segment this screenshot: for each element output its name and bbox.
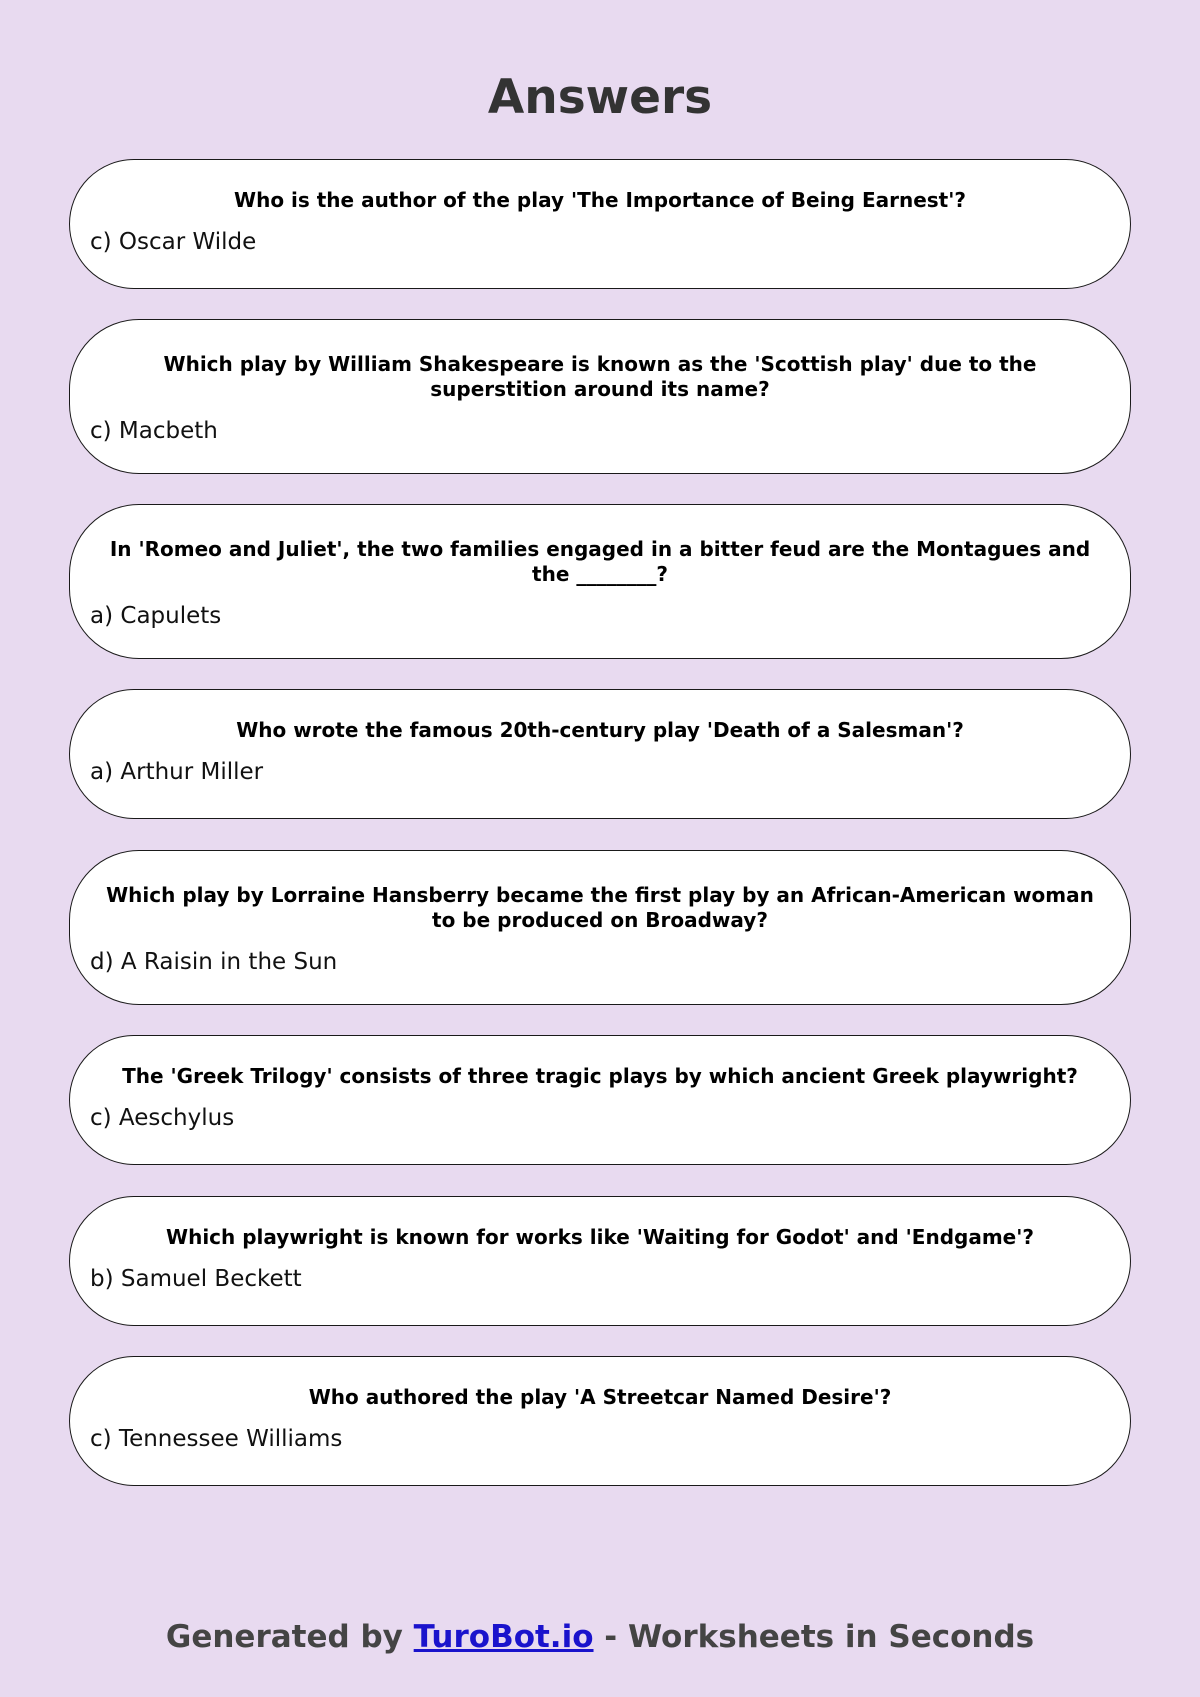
answer-text: c) Oscar Wilde [90, 229, 257, 255]
answer-text: a) Capulets [90, 603, 222, 629]
answer-card-2 [69, 319, 1131, 474]
question-text: Who wrote the famous 20th-century play 'Death of a Salesman'? [236, 718, 964, 742]
answer-card-6 [69, 1035, 1131, 1165]
answer-text: a) Arthur Miller [90, 759, 264, 785]
answer-text: d) A Raisin in the Sun [90, 949, 338, 975]
answer-card-5 [69, 850, 1131, 1005]
answer-text: c) Macbeth [90, 418, 218, 444]
question-text: In 'Romeo and Juliet', the two families engaged in a bitter feud are the Montagues and the ________? [109, 537, 1091, 586]
footer-prefix: Generated by [165, 1619, 414, 1655]
question-text: Who authored the play 'A Streetcar Named Desire'? [308, 1385, 892, 1409]
answer-text: c) Tennessee Williams [90, 1426, 343, 1452]
question-text: Which play by William Shakespeare is known as the 'Scottish play' due to the superstition around its name? [163, 352, 1037, 401]
turobot-link[interactable]: TuroBot.io [413, 1619, 594, 1655]
answer-text: c) Aeschylus [90, 1105, 235, 1131]
footer [0, 1617, 1200, 1657]
question-text: Which play by Lorraine Hansberry became the first play by an African-American woman to be produced on Broadway? [106, 883, 1094, 932]
question-text: The 'Greek Trilogy' consists of three tragic plays by which ancient Greek playwright? [122, 1064, 1078, 1088]
answer-card-1 [69, 159, 1131, 289]
answer-card-3 [69, 504, 1131, 659]
answer-card-4 [69, 689, 1131, 819]
question-text: Which playwright is known for works like 'Waiting for Godot' and 'Endgame'? [166, 1225, 1034, 1249]
answer-card-8 [69, 1356, 1131, 1486]
page-title: Answers [487, 70, 713, 125]
footer-suffix: - Worksheets in Seconds [593, 1619, 1035, 1655]
question-text: Who is the author of the play 'The Importance of Being Earnest'? [234, 188, 966, 212]
answer-text: b) Samuel Beckett [90, 1266, 302, 1292]
answer-card-7 [69, 1196, 1131, 1326]
